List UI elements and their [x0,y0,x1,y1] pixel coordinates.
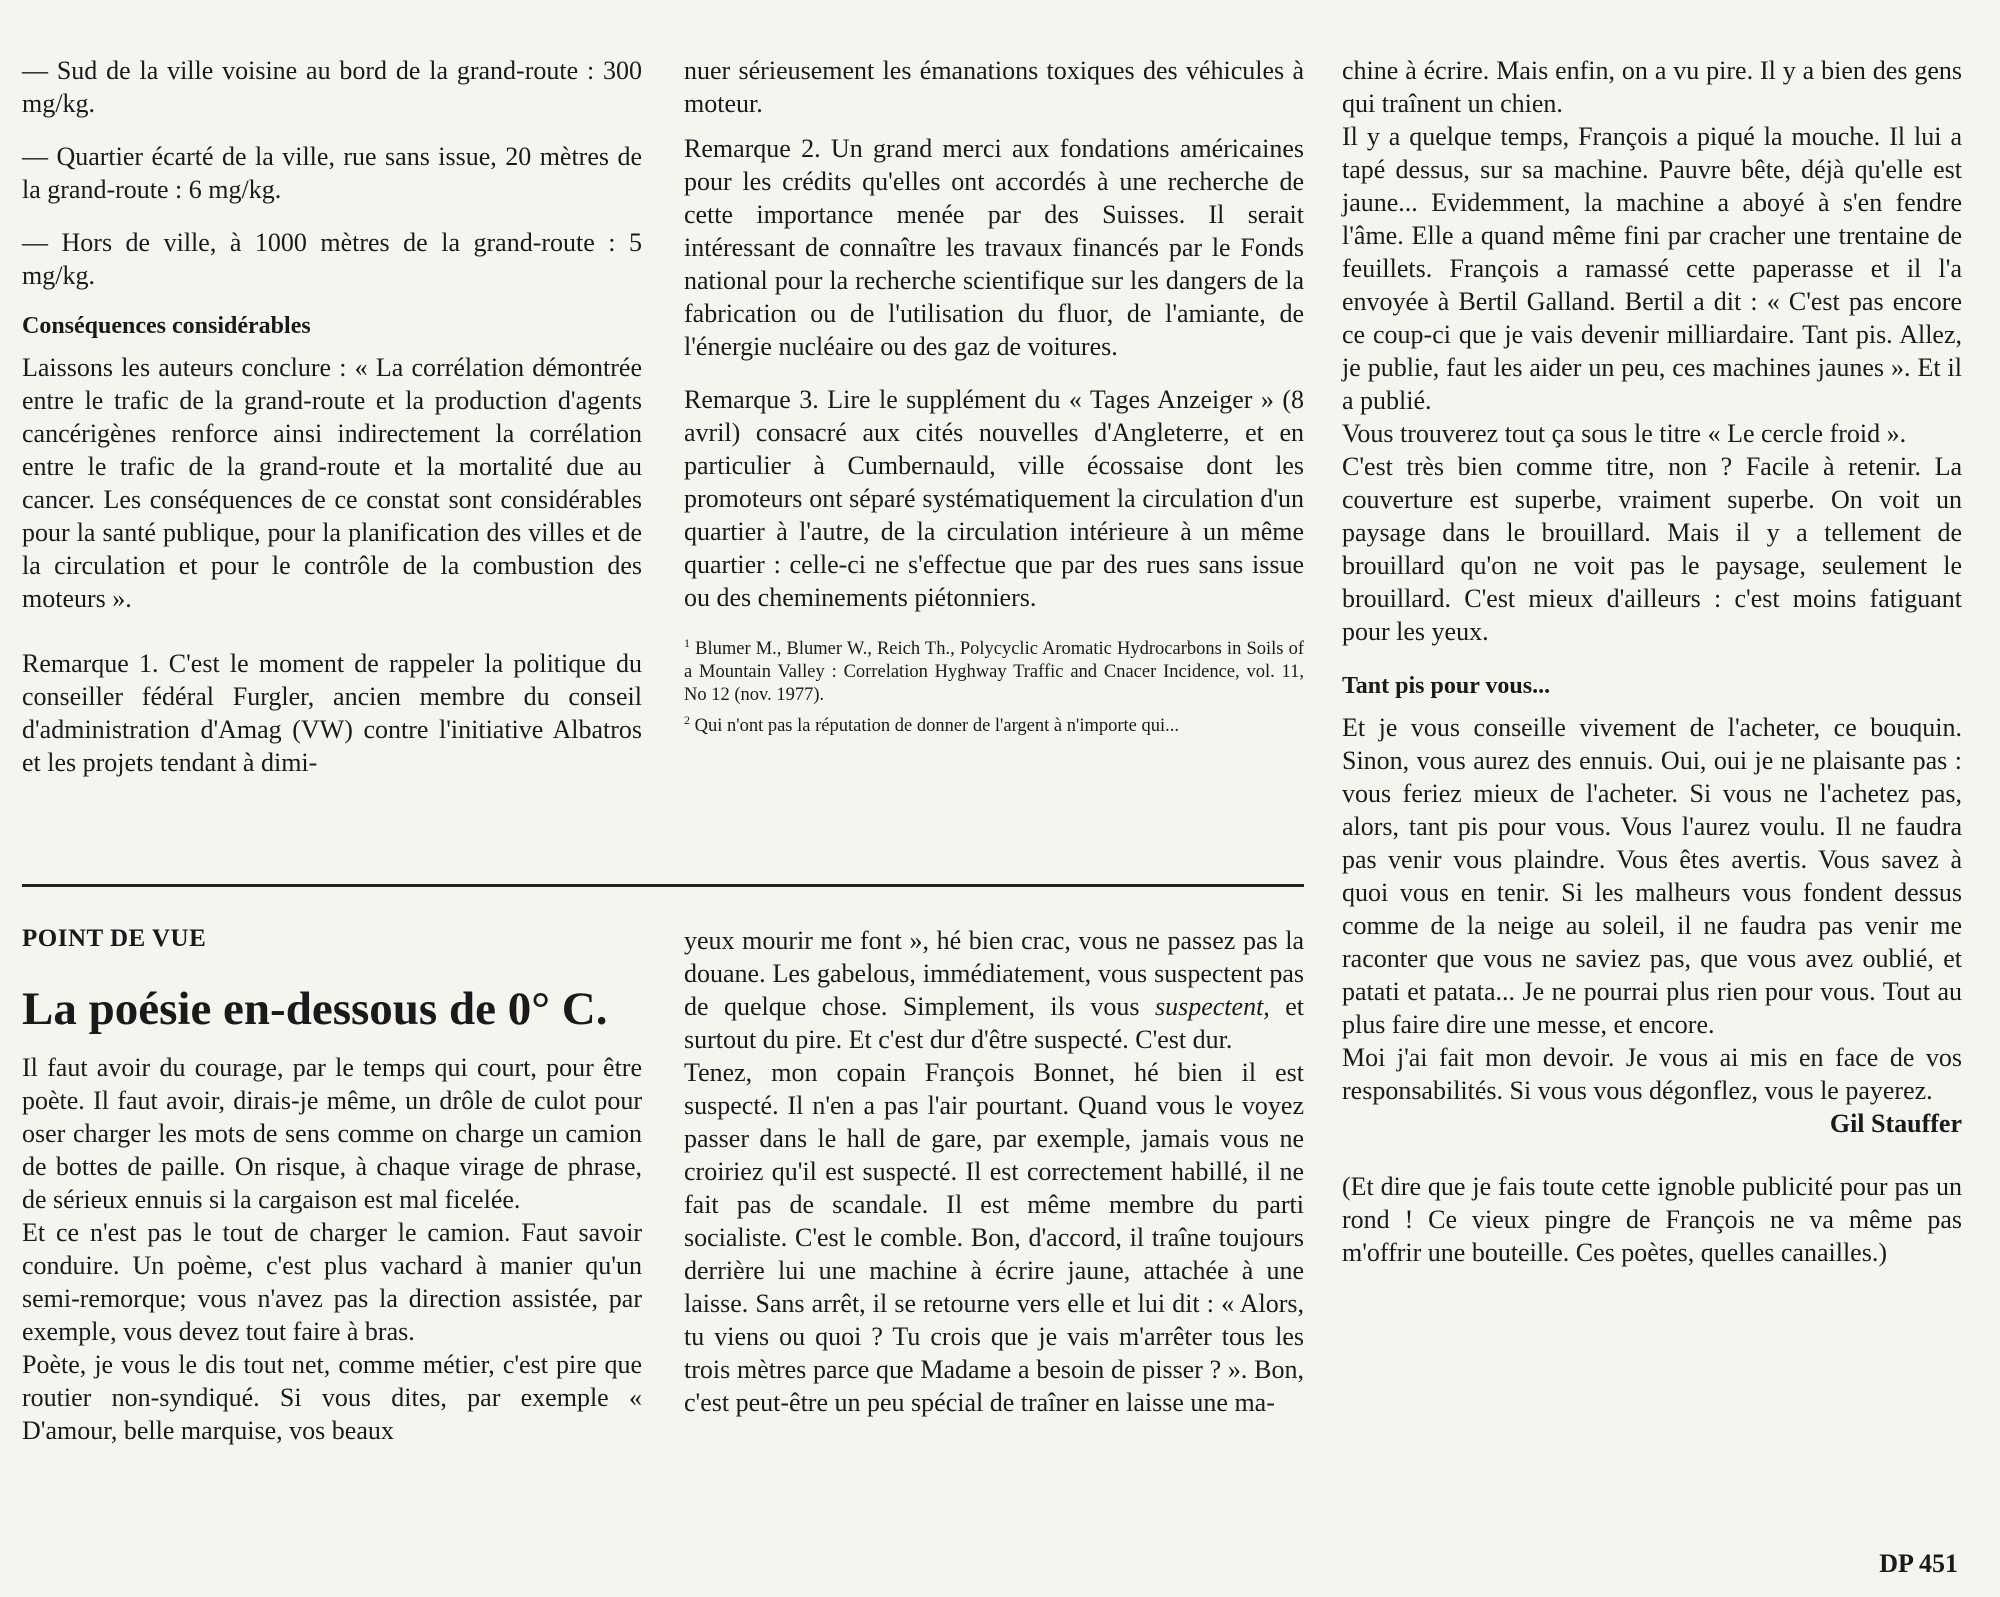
page-number: DP 451 [1879,1549,1958,1578]
author-signature: Gil Stauffer [1829,1109,1962,1138]
paragraph: Poète, je vous le dis tout net, comme métier, c'est pire que routier non-syndiqué. Si vous dites, par exemple « D'amour, belle marquise, vos beaux [22,1350,642,1445]
column-2-top [684,54,1304,738]
text-run: yeux mourir me font », hé bien crac, vous ne passez pas la douane. Les gabelous, immédiatement, vous suspectent pas de quelque chose. Simplement, ils vous [684,926,1304,1021]
paragraph: C'est très bien comme titre, non ? Facile à retenir. La couverture est superbe, vraiment superbe. On voit un paysage dans le brouillard. Mais il y a tellement de brouillard qu'on ne voit pas le paysage, seulement le brouillard. C'est mieux d'ailleurs : c'est moins fatiguant pour les yeux. [1342,452,1962,646]
paragraph: nuer sérieusement les émanations toxiques des véhicules à moteur. [684,56,1304,118]
paragraph: Et ce n'est pas le tout de charger le camion. Faut savoir conduire. Un poème, c'est plus vachard à manier qu'un semi-remorque; vous n'avez pas la direction assistée, par exemple, vous devez tout faire à bras. [22,1218,642,1346]
footnote [684,632,1304,707]
paragraph [684,924,1304,1056]
measurement-item: — Hors de ville, à 1000 mètres de la grand-route : 5 mg/kg. [22,228,642,290]
subheading: Conséquences considérables [22,313,311,339]
footnote-mark: 2 [684,713,690,728]
paragraph: Moi j'ai fait mon devoir. Je vous ai mis en face de vos responsabilités. Si vous vous dégonflez, vous le payerez. [1342,1043,1962,1105]
paragraph: Remarque 3. Lire le supplément du « Tages Anzeiger » (8 avril) consacré aux cités nouvelles d'Angleterre, et en particulier à Cumbernauld, ville écossaise dont les promoteurs ont séparé systématiquement la circulation d'un quartier à l'autre, de la circulation intérieure à un même quartier : celle-ci ne s'effectue que par des rues sans issue ou des cheminements piétonniers. [684,385,1304,612]
paragraph: chine à écrire. Mais enfin, on a vu pire. Il y a bien des gens qui traînent un chien. [1342,56,1962,118]
footnote-text: Qui n'ont pas la réputation de donner de l'argent à n'importe qui... [694,716,1179,737]
paragraph: Remarque 2. Un grand merci aux fondations américaines pour les crédits qu'elles ont accordés à une recherche de cette importance menée par des Suisses. Il serait intéressant de connaître les travaux financés par le Fonds national pour la recherche scientifique sur les dangers de la fabrication ou de l'utilisation du fluor, de l'amiante, de l'énergie nucléaire ou des gaz de voitures. [684,134,1304,361]
paragraph: Il faut avoir du courage, par le temps qui court, pour être poète. Il faut avoir, dirais-je même, un drôle de culot pour oser charger les mots de sens comme on charge un camion de bottes de paille. On risque, à chaque virage de phrase, de sérieux ennuis si la cargaison est mal ficelée. [22,1053,642,1214]
text-run: et surtout du pire. Et c'est dur d'être suspecté. C'est dur. [684,992,1304,1054]
measurement-item: — Quartier écarté de la ville, rue sans issue, 20 mètres de la grand-route : 6 mg/kg. [22,142,642,204]
emphasis: suspectent, [1154,992,1270,1021]
paragraph: Laissons les auteurs conclure : « La corrélation démontrée entre le trafic de la grand-route et la production d'agents cancérigènes renforce ainsi indirectement la corrélation entre le trafic de la grand-route et la mortalité due au cancer. Les conséquences de ce constat sont considérables pour la santé publique, pour la planification des villes et de la circulation et pour le contrôle de la combustion des moteurs ». [22,353,642,613]
paragraph: Remarque 1. C'est le moment de rappeler la politique du conseiller fédéral Furgler, ancien membre du conseil d'administration d'Amag (VW) contre l'initiative Albatros et les projets tendant à dimi- [22,649,642,777]
article-column-2 [684,924,1304,1419]
paragraph: Vous trouverez tout ça sous le titre « Le cercle froid ». [1342,419,1907,448]
section-divider [22,884,1304,887]
column-3 [1342,54,1962,1269]
measurement-item: — Sud de la ville voisine au bord de la grand-route : 300 mg/kg. [22,56,642,118]
column-1-top [22,54,642,779]
footnote-mark: 1 [684,636,690,650]
article-title: La poésie en-dessous de 0° C. [22,983,608,1035]
paragraph: Il y a quelque temps, François a piqué la mouche. Il lui a tapé dessus, sur sa machine. Pauvre bête, déjà qu'elle est jaune... Evidemment, la machine a aboyé à s'en fendre l'âme. Elle a quand même fini par cracher une trentaine de feuillets. François a ramassé cette paperasse et il l'a envoyée à Bertil Galland. Bertil a dit : « C'est pas encore ce coup-ci que je vais devenir milliardaire. Tant pis. Allez, je publie, faut les aider un peu, ces machines jaunes ». Et il a publié. [1342,122,1962,415]
footnote-text: Blumer M., Blumer W., Reich Th., Polycyclic Aromatic Hydrocarbons in Soils of a Mountain Valley : Correlation Hyghway Traffic and Cnacer Incidence, vol. 11, No 12 (nov. 1977). [684,639,1304,706]
footnote [684,709,1304,738]
paragraph: Et je vous conseille vivement de l'acheter, ce bouquin. Sinon, vous aurez des ennuis. Oui, oui je ne plaisante pas : vous feriez mieux de l'acheter. Si vous ne l'achetez pas, alors, tant pis pour vous. Vous l'aurez voulu. Il ne faudra pas venir vous plaindre. Vous êtes avertis. Vous savez à quoi vous en tenir. Si les malheurs vous fondent dessus comme de la neige au soleil, il ne faudra pas venir me raconter que vous ne saviez pas, que vous avez oublié, et patati et patata... Je ne pourrai plus rien pour vous. Tout au plus faire dire une messe, et encore. [1342,713,1962,1039]
subheading: Tant pis pour vous... [1342,673,1551,699]
postscript: (Et dire que je fais toute cette ignoble publicité pour pas un rond ! Ce vieux pingre de François ne va même pas m'offrir une bouteille. Ces poètes, quelles canailles.) [1342,1172,1962,1267]
section-label: POINT DE VUE [22,925,207,952]
paragraph: Tenez, mon copain François Bonnet, hé bien il est suspecté. Il n'en a pas l'air pourtant. Quand vous le voyez passer dans le hall de gare, par exemple, jamais vous ne croiriez qu'il est suspecté. Il est correctement habillé, il ne fait pas de scandale. Il est même membre du parti socialiste. C'est le comble. Bon, d'accord, il traîne toujours derrière lui une machine à écrire jaune, attachée à une laisse. Sans arrêt, il se retourne vers elle et lui dit : « Alors, tu viens ou quoi ? Tu crois que je vais m'arrêter tous les trois mètres parce que Madame a besoin de pisser ? ». Bon, c'est peut-être un peu spécial de traîner en laisse une ma- [684,1058,1304,1417]
article-column-1 [22,922,642,1447]
